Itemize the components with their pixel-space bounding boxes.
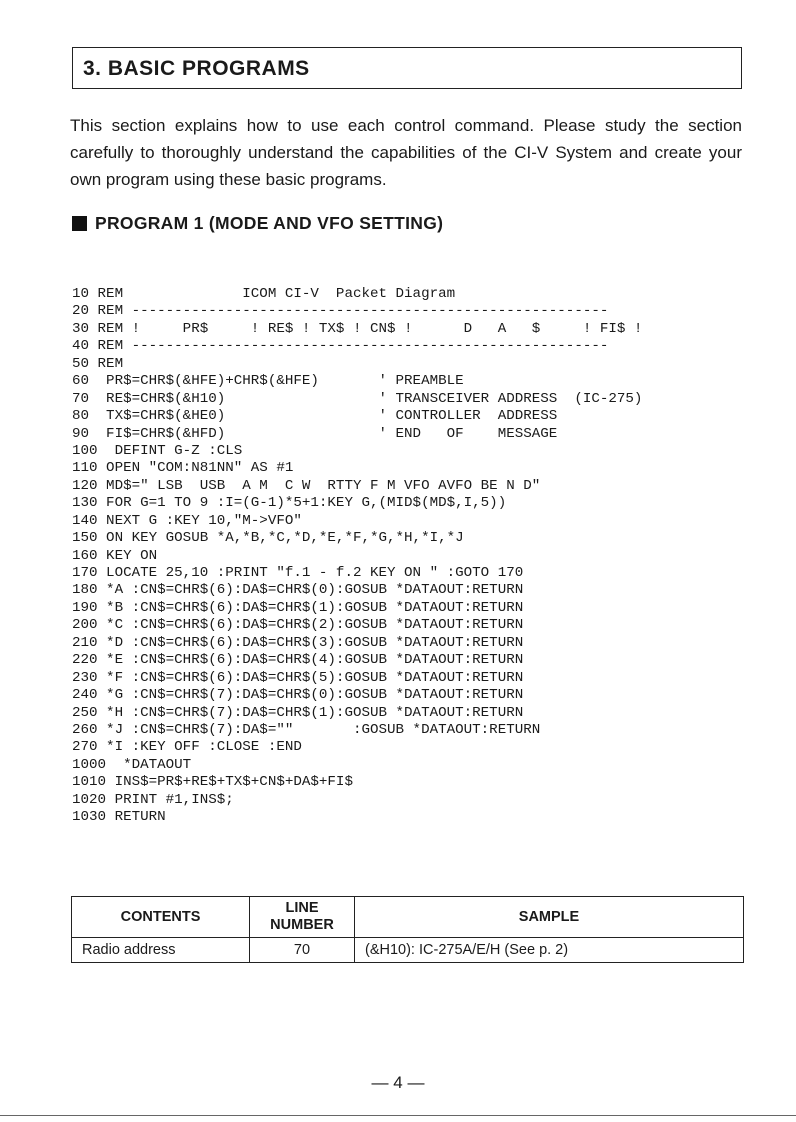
header-contents: CONTENTS [72,897,250,938]
program-heading [72,213,443,234]
intro-paragraph: This section explains how to use each control command. Please study the section carefully to thoroughly understand the capabilities of the CI-V System and create your own program using these basic programs. [70,116,742,189]
contents-table [71,896,744,963]
code-line: 180 *A :CN$=CHR$(6):DA$=CHR$(0):GOSUB *DATAOUT:RETURN [72,582,524,599]
code-line: 170 LOCATE 25,10 :PRINT "f.1 - f.2 KEY ON " :GOTO 170 [72,565,524,581]
code-line: 190 *B :CN$=CHR$(6):DA$=CHR$(1):GOSUB *DATAOUT:RETURN [72,599,524,616]
code-line: 110 OPEN "COM:N81NN" AS #1 [72,460,294,477]
table-header-row [72,897,744,938]
code-line: 20 REM -------------------------------------------------------- [72,303,609,320]
table-row [72,938,744,963]
section-title-box [72,47,742,89]
code-line: 120 MD$=" LSB USB A M C W RTTY F M VFO AVFO BE N D" [72,477,541,494]
code-line: 160 KEY ON [72,547,158,564]
code-line: 90 FI$=CHR$(&HFD) ' END OF MESSAGE [72,425,558,442]
code-line: 40 REM -------------------------------------------------------- [72,338,609,355]
code-line: 1010 INS$=PR$+RE$+TX$+CN$+DA$+FI$ [72,774,353,791]
code-line: 140 NEXT G :KEY 10,"M->VFO" [72,512,302,529]
cell-contents: Radio address [72,938,250,963]
code-line: 70 RE$=CHR$(&H10) ' TRANSCEIVER ADDRESS (IC-275) [72,390,643,407]
code-line: 60 PR$=CHR$(&HFE)+CHR$(&HFE) ' PREAMBLE [72,373,464,390]
header-sample: SAMPLE [355,897,744,938]
code-listing [72,286,772,827]
code-line: 240 *G :CN$=CHR$(7):DA$=CHR$(0):GOSUB *DATAOUT:RETURN [72,687,524,704]
code-line: 260 *J :CN$=CHR$(7):DA$="" :GOSUB *DATAOUT:RETURN [72,721,541,738]
code-line: 270 *I :KEY OFF :CLOSE :END [72,739,302,756]
code-line: 50 REM [72,355,124,372]
code-line: 80 TX$=CHR$(&HE0) ' CONTROLLER ADDRESS [72,408,558,425]
code-line: 220 *E :CN$=CHR$(6):DA$=CHR$(4):GOSUB *DATAOUT:RETURN [72,652,524,669]
program-heading-text: PROGRAM 1 (MODE AND VFO SETTING) [95,213,444,233]
code-line: 230 *F :CN$=CHR$(6):DA$=CHR$(5):GOSUB *DATAOUT:RETURN [72,669,524,686]
code-line: 100 DEFINT G-Z :CLS [72,442,243,459]
code-line: 1020 PRINT #1,INS$; [72,791,234,808]
code-line: 200 *C :CN$=CHR$(6):DA$=CHR$(2):GOSUB *DATAOUT:RETURN [72,617,524,634]
code-line: 130 FOR G=1 TO 9 :I=(G-1)*5+1:KEY G,(MID$(MD$,I,5)) [72,495,507,512]
page-number: — 4 — [371,1073,425,1092]
code-line: 210 *D :CN$=CHR$(6):DA$=CHR$(3):GOSUB *DATAOUT:RETURN [72,634,524,651]
code-line: 30 REM ! PR$ ! RE$ ! TX$ ! CN$ ! D A $ ! FI$ ! [72,320,643,337]
code-line: 150 ON KEY GOSUB *A,*B,*C,*D,*E,*F,*G,*H,*I,*J [72,530,464,547]
cell-line-number: 70 [250,938,355,963]
header-line-number: LINE NUMBER [250,897,355,938]
cell-sample: (&H10): IC-275A/E/H (See p. 2) [355,938,744,963]
code-line: 1030 RETURN [72,809,166,826]
code-line: 10 REM ICOM CI-V Packet Diagram [72,286,456,302]
section-title: 3. BASIC PROGRAMS [83,57,310,80]
footer-rule [0,1115,796,1116]
bullet-square-icon [72,216,87,231]
code-line: 1000 *DATAOUT [72,756,192,773]
code-line: 250 *H :CN$=CHR$(7):DA$=CHR$(1):GOSUB *DATAOUT:RETURN [72,704,524,721]
